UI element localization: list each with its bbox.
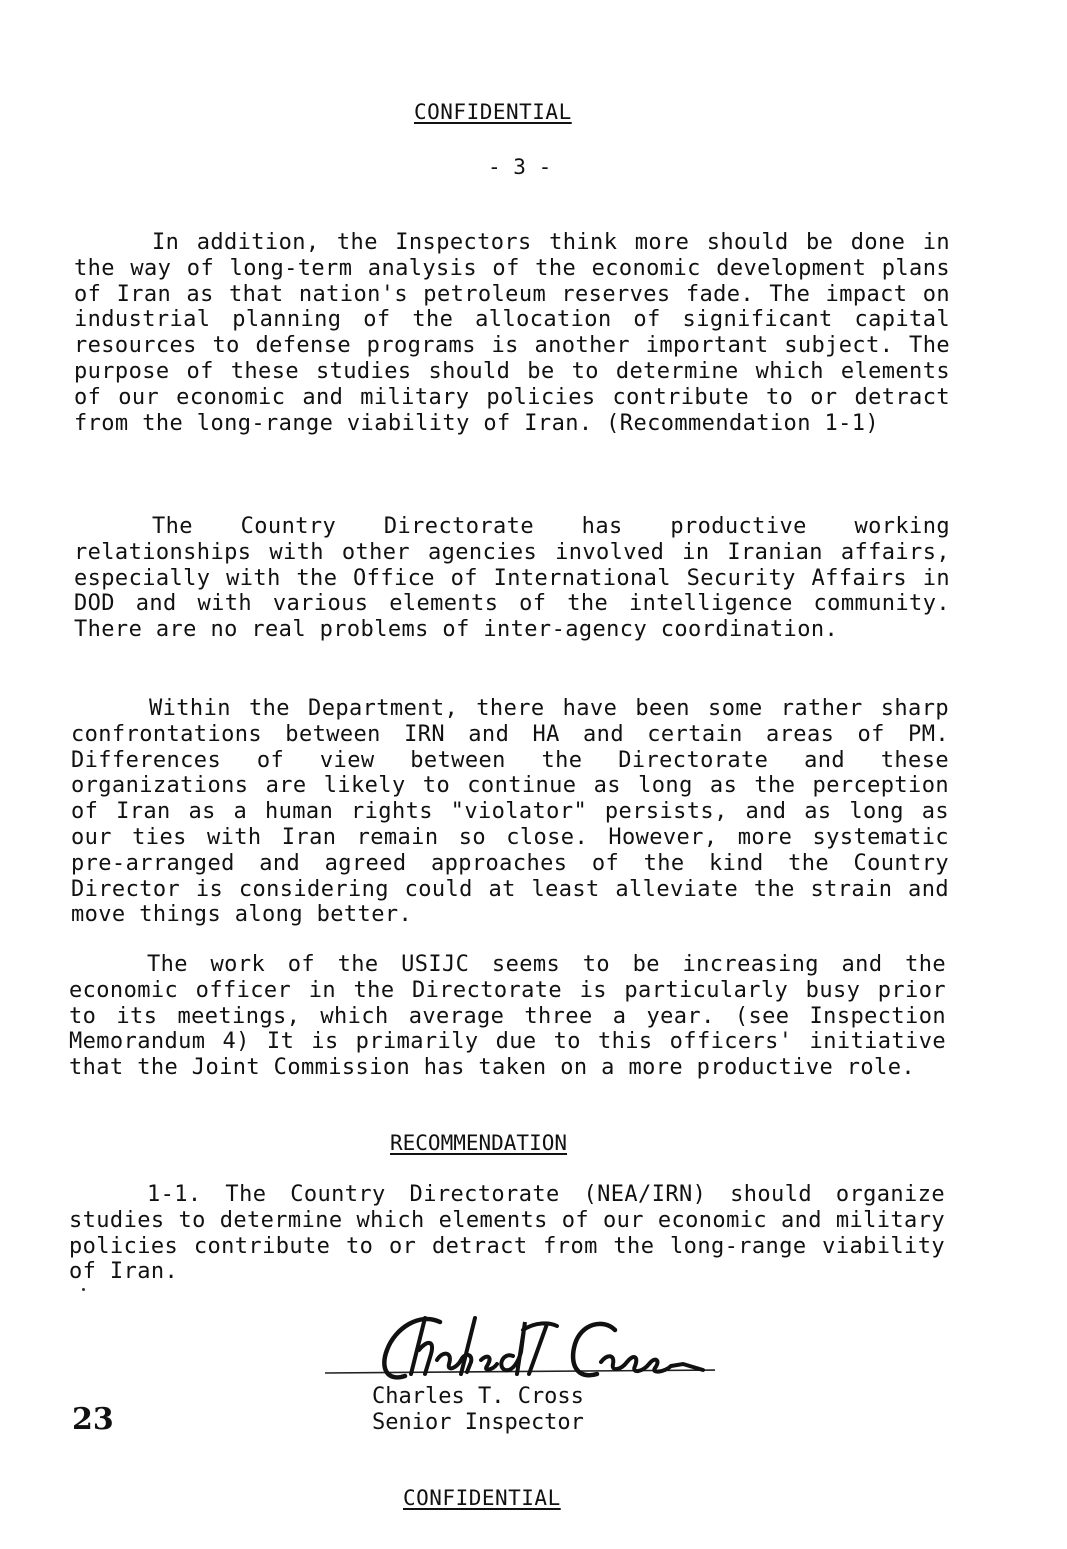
page-number: - 3 -	[488, 155, 552, 179]
recommendation-text: 1-1. The Country Directorate (NEA/IRN) should organize studies to determine which elements of our economic and military policies contribute to or detract from the long-range viability of Iran.	[69, 1182, 945, 1285]
signer-title: Senior Inspector	[372, 1410, 584, 1435]
signer-name: Charles T. Cross	[372, 1384, 584, 1409]
signature-block	[372, 1384, 584, 1436]
classification-header: CONFIDENTIAL	[414, 100, 572, 124]
classification-footer: CONFIDENTIAL	[403, 1486, 561, 1510]
scan-speck	[82, 1288, 85, 1291]
paragraph-2: The Country Directorate has productive working relationships with other agencies involved in Iranian affairs, especially with the Office of International Security Affairs in DOD and with various elements of the intelligence community. There are no real problems of inter-agency coordination.	[74, 514, 950, 643]
folio-number: 23	[72, 1402, 114, 1437]
paragraph-4: The work of the USIJC seems to be increasing and the economic officer in the Directorate is particularly busy prior to its meetings, which average three a year. (see Inspection Memorandum 4) It is primarily due to this officers' initiative that the Joint Commission has taken on a more productive role.	[69, 952, 946, 1081]
recommendation-heading: RECOMMENDATION	[390, 1131, 568, 1155]
paragraph-1: In addition, the Inspectors think more should be done in the way of long-term analysis of the economic development plans of Iran as that nation's petroleum reserves fade. The impact on industrial planning of the allocation of significant capital resources to defense programs is another important subject. The purpose of these studies should be to determine which elements of our economic and military policies contribute to or detract from the long-range viability of Iran. (Recommendation 1-1)	[74, 230, 950, 436]
paragraph-3: Within the Department, there have been some rather sharp confrontations between IRN and HA and certain areas of PM. Differences of view between the Directorate and these organizations are likely to continue as long as the perception of Iran as a human rights "violator" persists, and as long as our ties with Iran remain so close. However, more systematic pre-arranged and agreed approaches of the kind the Country Director is considering could at least alleviate the strain and move things along better.	[71, 696, 949, 928]
